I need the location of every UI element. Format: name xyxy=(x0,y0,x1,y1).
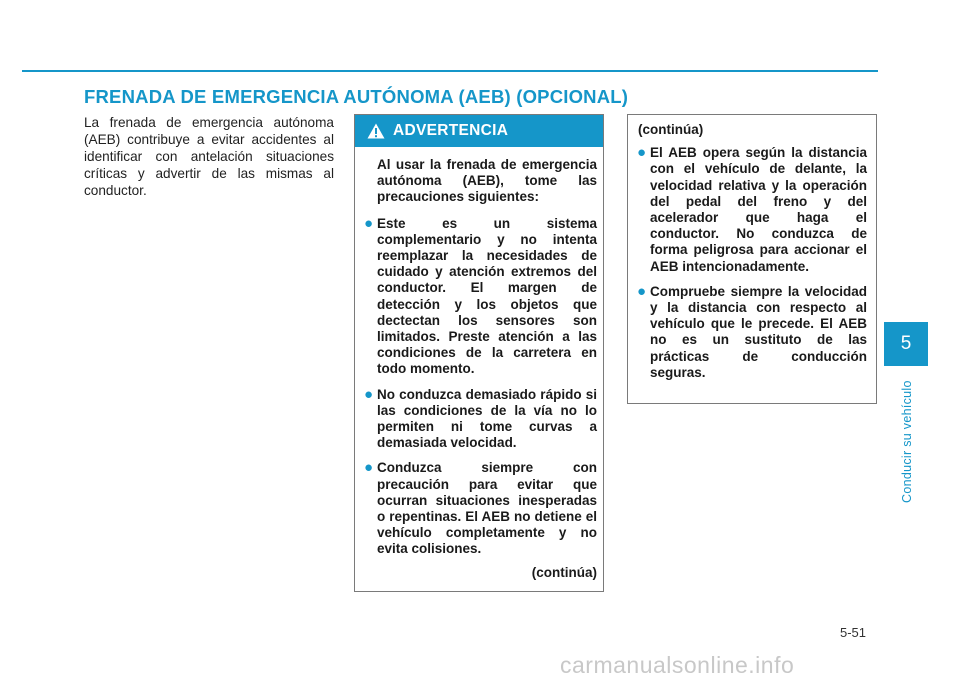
bullet-dot-icon: ● xyxy=(364,385,374,403)
intro-paragraph: La frenada de emergencia autónoma (AEB) contribuye a evitar accidentes al identificar con antelación situaciones críticas y advertir de las mismas al conductor. xyxy=(84,115,334,198)
watermark: carmanualsonline.info xyxy=(560,652,795,678)
bullet-dot-icon: ● xyxy=(364,459,374,477)
chapter-title: Conducir su vehículo xyxy=(900,380,914,503)
warning-lead: Al usar la frenada de emergencia autónoma (AEB), tome las precauciones siguientes: xyxy=(377,157,597,205)
continuation-box xyxy=(627,114,877,404)
warning-bullet-list xyxy=(364,214,597,558)
warning-bullet: ● Este es un sistema complementario y no intenta reemplazar la necesidades de cuidado y atención extremos del conductor. El margen de detección y los objetos que dectectan los sensores son limitados. Preste atención a las condiciones de la carretera en todo momento. xyxy=(364,214,597,377)
chapter-number: 5 xyxy=(900,333,912,354)
chapter-title-vertical xyxy=(896,375,916,505)
warning-header-label: ADVERTENCIA xyxy=(393,122,509,139)
warning-continued-label: (continúa) xyxy=(531,564,597,580)
continuation-bullet: ● Compruebe siempre la velocidad y la distancia con respecto al vehículo que le precede. El AEB no es un sustituto de las prácticas de conducción seguras. xyxy=(637,282,867,380)
warning-body xyxy=(355,147,603,581)
bullet-dot-icon: ● xyxy=(364,214,374,232)
warning-header xyxy=(355,115,603,147)
continuation-bullet-list xyxy=(637,144,867,381)
warning-bullet: ● No conduzca demasiado rápido si las condiciones de la vía no lo permiten ni tome curvas a demasiada velocidad. xyxy=(364,385,597,451)
continuation-bullet: ● El AEB opera según la distancia con el vehículo de delante, la velocidad relativa y la operación del pedal del freno y del acelerador que haga el conductor. No conduzca de forma peligrosa para accionar el AEB intencionadamente. xyxy=(637,144,867,274)
warning-box xyxy=(354,114,604,592)
bullet-dot-icon: ● xyxy=(637,144,647,162)
warning-triangle-icon xyxy=(367,123,385,139)
bullet-dot-icon: ● xyxy=(637,282,647,300)
continuation-header: (continúa) xyxy=(638,122,704,137)
chapter-tab xyxy=(884,322,928,366)
top-rule xyxy=(22,70,878,72)
section-title: FRENADA DE EMERGENCIA AUTÓNOMA (AEB) (OPCIONAL) xyxy=(84,86,629,107)
warning-bullet: ● Conduzca siempre con precaución para evitar que ocurran situaciones inesperadas o repentinas. El AEB no detiene el vehículo completamente y no evita colisiones. xyxy=(364,459,597,557)
page-number: 5-51 xyxy=(840,625,867,640)
